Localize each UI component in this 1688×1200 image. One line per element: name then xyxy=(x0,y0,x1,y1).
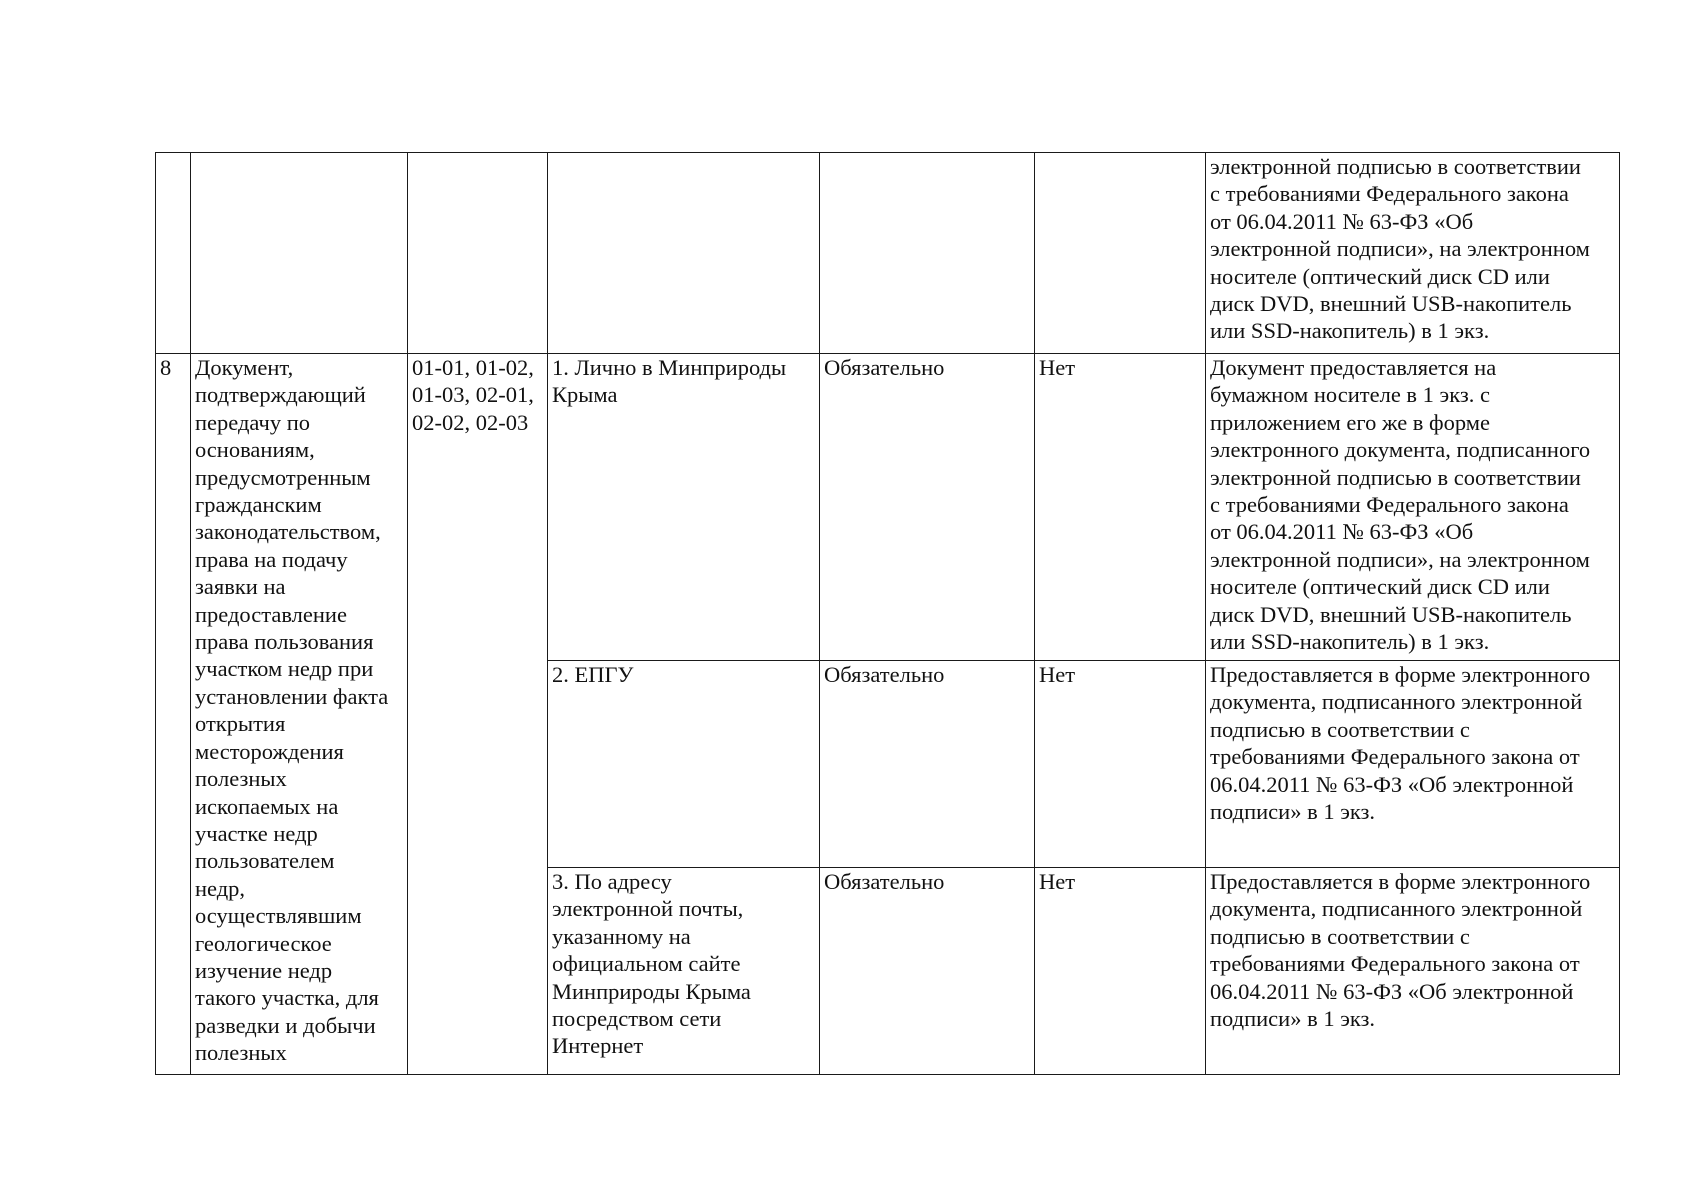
item-number: 8 xyxy=(160,355,172,380)
required-text: Обязательно xyxy=(824,355,945,380)
required-text: Обязательно xyxy=(824,662,945,687)
table-row-item-8-way-1 xyxy=(156,354,1620,661)
cell-extra xyxy=(1035,153,1206,354)
cell-document xyxy=(191,354,408,1075)
cell-note xyxy=(1206,661,1620,868)
cell-number xyxy=(156,153,191,354)
cell-codes xyxy=(408,153,548,354)
cell-note xyxy=(1206,153,1620,354)
extra-text: Нет xyxy=(1039,869,1076,894)
cell-required xyxy=(820,153,1035,354)
cell-submission-way xyxy=(548,661,820,868)
table-row-continuation xyxy=(156,153,1620,354)
note-text: Предоставляется в форме электронного документа, подписанного электронной подписью в соответствии с требованиями Федерального закона от 06.04.2011 № 63-ФЗ «Об электронной подписи» в 1 экз. xyxy=(1210,869,1591,1032)
documents-table xyxy=(155,152,1620,1075)
cell-required xyxy=(820,868,1035,1075)
submission-way-text: 1. Лично в Минприроды Крыма xyxy=(552,355,787,408)
cell-required xyxy=(820,661,1035,868)
cell-codes xyxy=(408,354,548,1075)
cell-note xyxy=(1206,868,1620,1075)
extra-text: Нет xyxy=(1039,355,1076,380)
cell-extra xyxy=(1035,354,1206,661)
applicant-codes: 01-01, 01-02, 01-03, 02-01, 02-02, 02-03 xyxy=(412,355,534,435)
note-text: Документ предоставляется на бумажном носителе в 1 экз. с приложением его же в форме электронного документа, подписанного электронной подписью в соответствии с требованиями Федерального закона от 06.04.2011 № 63-ФЗ «Об электронной подписи», на электронном носителе (оптический диск CD или диск DVD, внешний USB-накопитель или SSD-накопитель) в 1 экз. xyxy=(1210,355,1591,655)
required-text: Обязательно xyxy=(824,869,945,894)
note-text: электронной подписью в соответствии с требованиями Федерального закона от 06.04.2011 № 63-ФЗ «Об электронной подписи», на электронном носителе (оптический диск CD или диск DVD, внешний USB-накопитель или SSD-накопитель) в 1 экз. xyxy=(1210,154,1590,344)
cell-required xyxy=(820,354,1035,661)
document-description: Документ, подтверждающий передачу по основаниям, предусмотренным гражданским законодательством, права на подачу заявки на предоставление права пользования участком недр при установлении факта открытия месторождения полезных ископаемых на участке недр пользователем недр, осуществлявшим геологическое изучение недр такого участка, для разведки и добычи полезных xyxy=(195,355,389,1066)
extra-text: Нет xyxy=(1039,662,1076,687)
cell-extra xyxy=(1035,868,1206,1075)
note-text: Предоставляется в форме электронного документа, подписанного электронной подписью в соответствии с требованиями Федерального закона от 06.04.2011 № 63-ФЗ «Об электронной подписи» в 1 экз. xyxy=(1210,662,1591,825)
submission-way-text: 2. ЕПГУ xyxy=(552,662,634,687)
cell-note xyxy=(1206,354,1620,661)
cell-submission-way xyxy=(548,153,820,354)
submission-way-text: 3. По адресу электронной почты, указанному на официальном сайте Минприроды Крыма посредством сети Интернет xyxy=(552,869,751,1059)
cell-document xyxy=(191,153,408,354)
cell-submission-way xyxy=(548,868,820,1075)
cell-number xyxy=(156,354,191,1075)
cell-extra xyxy=(1035,661,1206,868)
cell-submission-way xyxy=(548,354,820,661)
